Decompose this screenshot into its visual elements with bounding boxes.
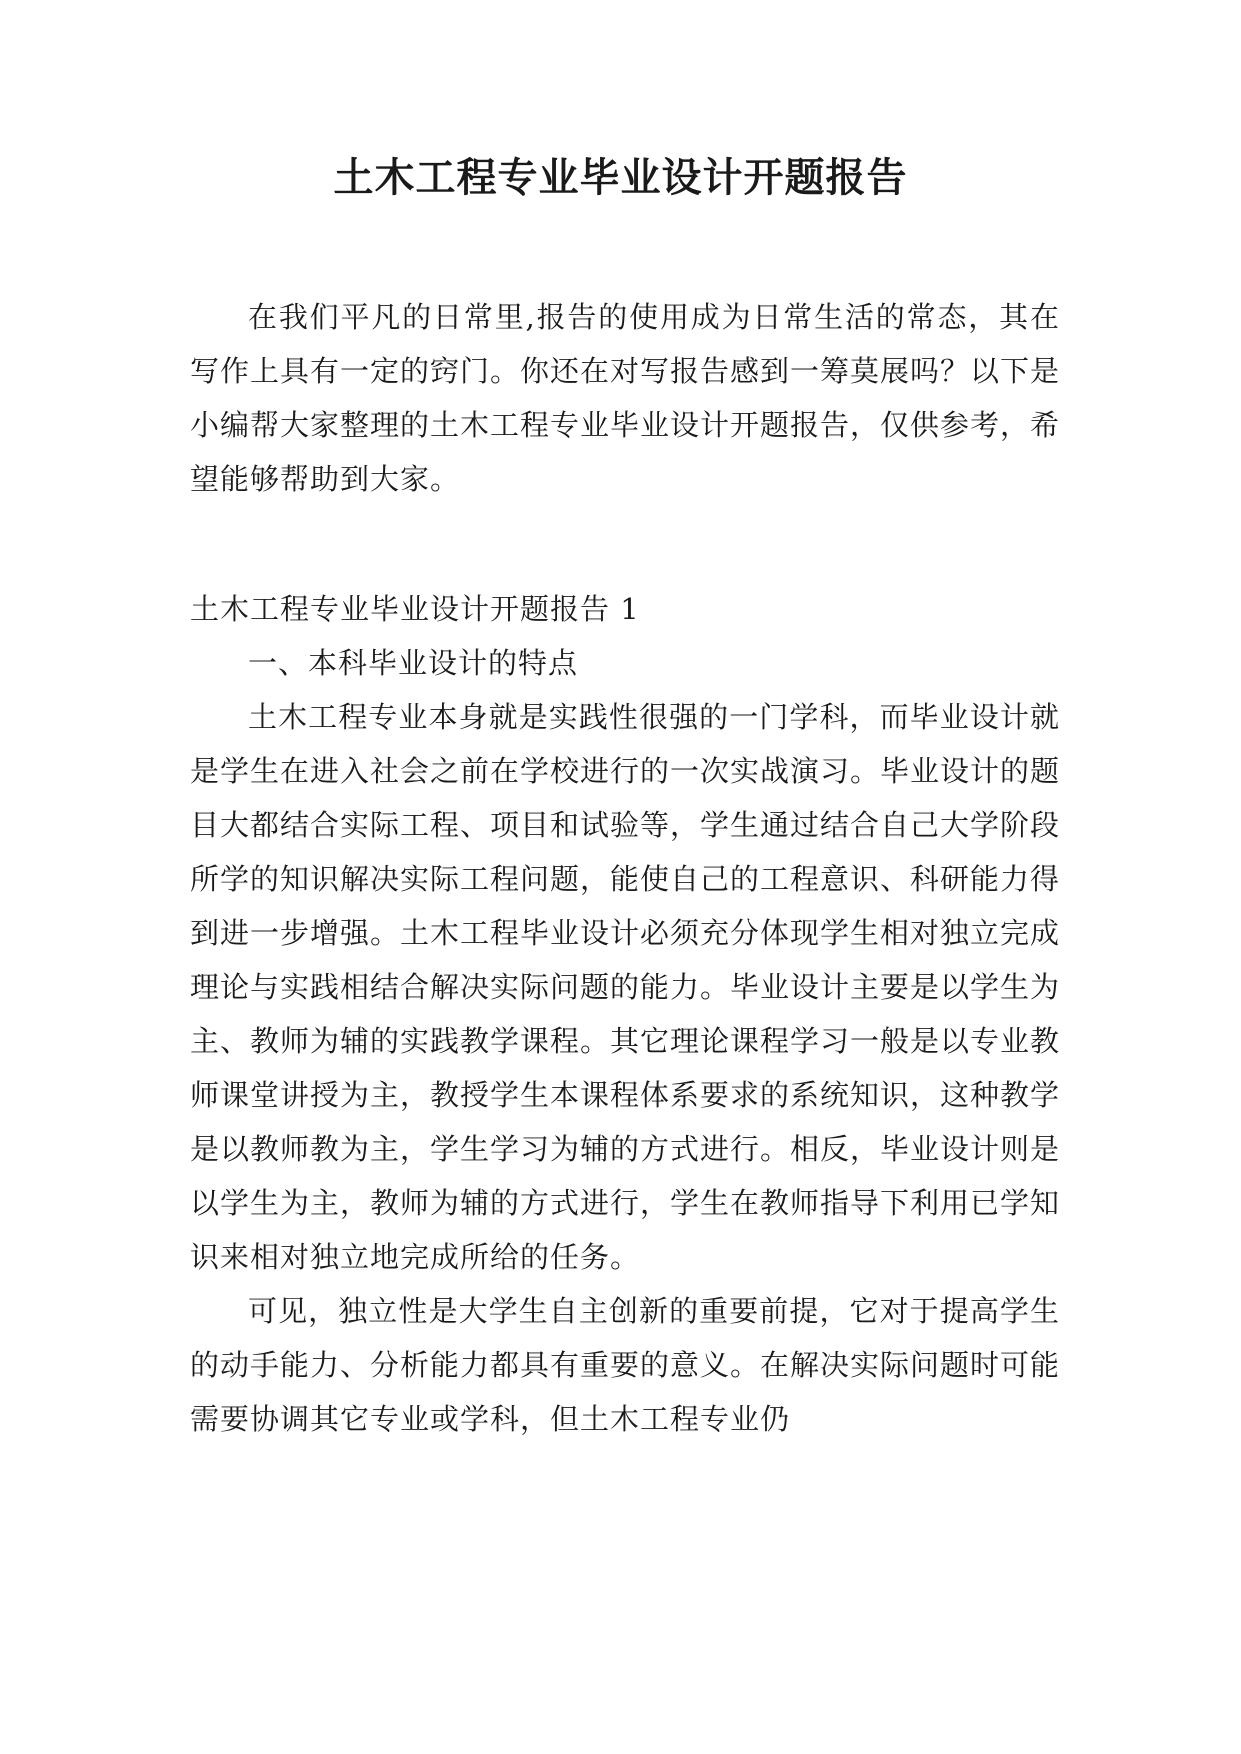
body-paragraph-2: 可见，独立性是大学生自主创新的重要前提，它对于提高学生的动手能力、分析能力都具有重要的意义。在解决实际问题时可能需要协调其它专业或学科，但土木工程专业仍 [190, 1294, 1061, 1436]
body-paragraph-1: 土木工程专业本身就是实践性很强的一门学科，而毕业设计就是学生在进入社会之前在学校进行的一次实战演习。毕业设计的题目大都结合实际工程、项目和试验等，学生通过结合自己大学阶段所学的知识解决实际工程问题，能使自己的工程意识、科研能力得到进一步增强。土木工程毕业设计必须充分体现学生相对独立完成理论与实践相结合解决实际问题的能力。毕业设计主要是以学生为主、教师为辅的实践教学课程。其它理论课程学习一般是以专业教师课堂讲授为主，教授学生本课程体系要求的系统知识，这种教学是以教师教为主，学生学习为辅的方式进行。相反，毕业设计则是以学生为主，教师为辅的方式进行，学生在教师指导下利用已学知识来相对独立地完成所给的任务。 [190, 700, 1061, 1274]
section-title: 土木工程专业毕业设计开题报告 1 [190, 592, 640, 626]
intro-block [190, 290, 1060, 506]
intro-paragraph: 在我们平凡的日常里,报告的使用成为日常生活的常态，其在写作上具有一定的窍门。你还在对写报告感到一筹莫展吗？以下是小编帮大家整理的土木工程专业毕业设计开题报告，仅供参考，希望能够帮助到大家。 [190, 300, 1061, 496]
article-body [190, 582, 1060, 1446]
subheading: 一、本科毕业设计的特点 [248, 646, 579, 680]
document-title: 土木工程专业毕业设计开题报告 [333, 154, 908, 201]
